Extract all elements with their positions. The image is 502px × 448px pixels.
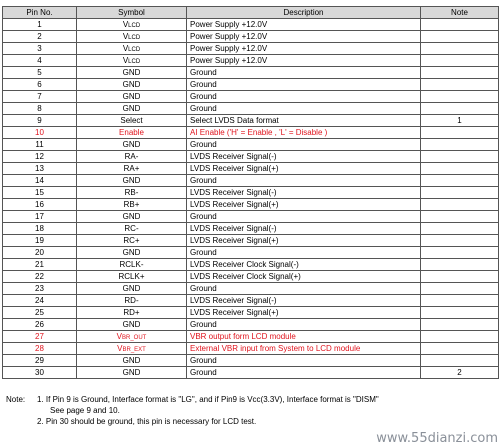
symbol-cell: VLCD [77, 19, 187, 31]
pin-number-cell: 27 [3, 331, 77, 343]
table-row [3, 19, 499, 31]
note-cell [421, 247, 499, 259]
note-cell [421, 187, 499, 199]
note-cell [421, 31, 499, 43]
pin-number-cell: 9 [3, 115, 77, 127]
symbol-cell: GND [77, 91, 187, 103]
header-description: Description [187, 7, 421, 19]
pin-assignment-table [2, 6, 499, 379]
pin-number-cell: 1 [3, 19, 77, 31]
symbol-cell: GND [77, 79, 187, 91]
pin-number-cell: 30 [3, 367, 77, 379]
description-cell: Ground [187, 211, 421, 223]
pin-number-cell: 17 [3, 211, 77, 223]
table-row [3, 151, 499, 163]
symbol-cell: RCLK- [77, 259, 187, 271]
table-row [3, 223, 499, 235]
description-cell: LVDS Receiver Clock Signal(+) [187, 271, 421, 283]
table-row [3, 175, 499, 187]
symbol-cell: GND [77, 175, 187, 187]
table-row [3, 187, 499, 199]
table-row [3, 235, 499, 247]
table-row [3, 247, 499, 259]
description-cell: LVDS Receiver Signal(-) [187, 295, 421, 307]
symbol-cell: GND [77, 211, 187, 223]
note-cell [421, 319, 499, 331]
pin-table-body [3, 19, 499, 379]
description-cell: Power Supply +12.0V [187, 43, 421, 55]
pin-number-cell: 12 [3, 151, 77, 163]
note-cell [421, 355, 499, 367]
symbol-cell: Select [77, 115, 187, 127]
pin-number-cell: 19 [3, 235, 77, 247]
table-row [3, 271, 499, 283]
note-cell [421, 271, 499, 283]
note-cell [421, 91, 499, 103]
description-cell: LVDS Receiver Signal(+) [187, 235, 421, 247]
description-cell: Power Supply +12.0V [187, 19, 421, 31]
table-row [3, 367, 499, 379]
description-cell: Ground [187, 283, 421, 295]
pin-number-cell: 21 [3, 259, 77, 271]
symbol-cell: RCLK+ [77, 271, 187, 283]
note-cell [421, 235, 499, 247]
pin-number-cell: 13 [3, 163, 77, 175]
pin-number-cell: 25 [3, 307, 77, 319]
note-cell [421, 283, 499, 295]
table-row [3, 283, 499, 295]
pin-number-cell: 14 [3, 175, 77, 187]
description-cell: LVDS Receiver Signal(+) [187, 199, 421, 211]
pin-number-cell: 20 [3, 247, 77, 259]
description-cell: Ground [187, 67, 421, 79]
table-row [3, 295, 499, 307]
pin-number-cell: 11 [3, 139, 77, 151]
pin-number-cell: 2 [3, 31, 77, 43]
note-cell [421, 139, 499, 151]
description-cell: LVDS Receiver Signal(-) [187, 223, 421, 235]
note-cell [421, 331, 499, 343]
note-cell [421, 19, 499, 31]
table-row [3, 103, 499, 115]
pin-number-cell: 8 [3, 103, 77, 115]
pin-number-cell: 28 [3, 343, 77, 355]
notes-label: Note: [6, 395, 26, 404]
description-cell: LVDS Receiver Signal(-) [187, 151, 421, 163]
note-line-1-cont: See page 9 and 10. [50, 406, 120, 415]
pin-number-cell: 15 [3, 187, 77, 199]
table-row [3, 199, 499, 211]
description-cell: VBR output form LCD module [187, 331, 421, 343]
table-row [3, 355, 499, 367]
note-cell [421, 67, 499, 79]
pin-number-cell: 4 [3, 55, 77, 67]
symbol-cell: RA+ [77, 163, 187, 175]
note-cell [421, 163, 499, 175]
description-cell: Ground [187, 367, 421, 379]
table-row [3, 211, 499, 223]
symbol-cell: GND [77, 283, 187, 295]
description-cell: Ground [187, 139, 421, 151]
pin-number-cell: 3 [3, 43, 77, 55]
description-cell: Select LVDS Data format [187, 115, 421, 127]
pin-number-cell: 6 [3, 79, 77, 91]
symbol-cell: RC- [77, 223, 187, 235]
table-row [3, 343, 499, 355]
symbol-cell: GND [77, 319, 187, 331]
pin-number-cell: 22 [3, 271, 77, 283]
table-row [3, 127, 499, 139]
symbol-cell: VBR_EXT [77, 343, 187, 355]
symbol-cell: RB- [77, 187, 187, 199]
description-cell: External VBR input from System to LCD module [187, 343, 421, 355]
description-cell: Power Supply +12.0V [187, 31, 421, 43]
symbol-cell: RD+ [77, 307, 187, 319]
note-cell [421, 343, 499, 355]
description-cell: LVDS Receiver Signal(-) [187, 187, 421, 199]
symbol-cell: GND [77, 67, 187, 79]
note-cell: 2 [421, 367, 499, 379]
table-row [3, 259, 499, 271]
description-cell: LVDS Receiver Clock Signal(-) [187, 259, 421, 271]
header-symbol: Symbol [77, 7, 187, 19]
description-cell: LVDS Receiver Signal(+) [187, 307, 421, 319]
table-row [3, 307, 499, 319]
symbol-cell: Enable [77, 127, 187, 139]
table-row [3, 139, 499, 151]
table-row [3, 55, 499, 67]
table-row [3, 319, 499, 331]
symbol-cell: VLCD [77, 55, 187, 67]
pin-number-cell: 24 [3, 295, 77, 307]
description-cell: Ground [187, 91, 421, 103]
symbol-cell: GND [77, 139, 187, 151]
table-header-row [3, 7, 499, 19]
note-cell [421, 295, 499, 307]
pin-number-cell: 26 [3, 319, 77, 331]
description-cell: Ground [187, 79, 421, 91]
table-row [3, 67, 499, 79]
description-cell: Ground [187, 319, 421, 331]
symbol-cell: RC+ [77, 235, 187, 247]
table-row [3, 31, 499, 43]
description-cell: Ground [187, 247, 421, 259]
pin-number-cell: 5 [3, 67, 77, 79]
watermark: www.55dianzi.com [376, 431, 498, 446]
note-cell [421, 223, 499, 235]
note-cell [421, 43, 499, 55]
pin-number-cell: 10 [3, 127, 77, 139]
symbol-cell: GND [77, 355, 187, 367]
note-cell [421, 151, 499, 163]
header-note: Note [421, 7, 499, 19]
description-cell: LVDS Receiver Signal(+) [187, 163, 421, 175]
note-cell [421, 103, 499, 115]
note-cell [421, 307, 499, 319]
note-cell: 1 [421, 115, 499, 127]
description-cell: Ground [187, 355, 421, 367]
table-row [3, 331, 499, 343]
description-cell: Ground [187, 103, 421, 115]
header-pin-no: Pin No. [3, 7, 77, 19]
pin-number-cell: 18 [3, 223, 77, 235]
note-line-2: 2. Pin 30 should be ground, this pin is necessary for LCD test. [37, 417, 257, 426]
note-cell [421, 127, 499, 139]
symbol-cell: GND [77, 247, 187, 259]
note-line-1: 1. If Pin 9 is Ground, Interface format is "LG", and if Pin9 is Vcc(3.3V), Interface format is "DISM" [37, 395, 379, 404]
symbol-cell: GND [77, 367, 187, 379]
description-cell: Ground [187, 175, 421, 187]
symbol-cell: VLCD [77, 31, 187, 43]
pin-number-cell: 7 [3, 91, 77, 103]
table-row [3, 163, 499, 175]
symbol-cell: RB+ [77, 199, 187, 211]
note-cell [421, 211, 499, 223]
table-row [3, 115, 499, 127]
symbol-cell: VLCD [77, 43, 187, 55]
symbol-cell: VBR_OUT [77, 331, 187, 343]
note-cell [421, 79, 499, 91]
pin-number-cell: 29 [3, 355, 77, 367]
description-cell: AI Enable ('H' = Enable , 'L' = Disable ) [187, 127, 421, 139]
pin-number-cell: 23 [3, 283, 77, 295]
table-row [3, 43, 499, 55]
note-cell [421, 199, 499, 211]
symbol-cell: RD- [77, 295, 187, 307]
description-cell: Power Supply +12.0V [187, 55, 421, 67]
symbol-cell: RA- [77, 151, 187, 163]
pin-number-cell: 16 [3, 199, 77, 211]
symbol-cell: GND [77, 103, 187, 115]
note-cell [421, 175, 499, 187]
note-cell [421, 55, 499, 67]
note-cell [421, 259, 499, 271]
table-row [3, 79, 499, 91]
table-row [3, 91, 499, 103]
